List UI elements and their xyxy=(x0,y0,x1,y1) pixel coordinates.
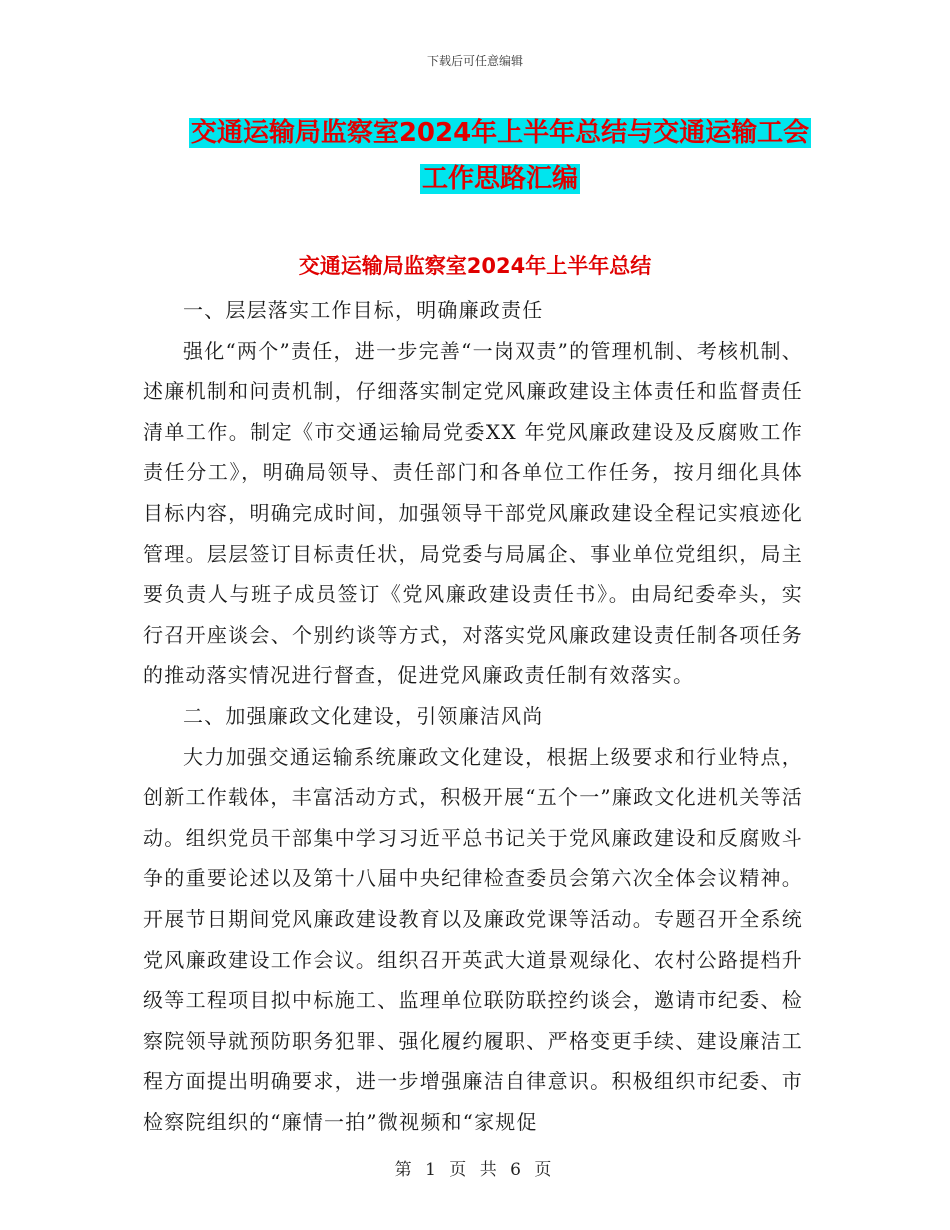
document-body xyxy=(143,290,803,1142)
paragraph-1: 强化“两个”责任，进一步完善“一岗双责”的管理机制、考核机制、述廉机制和问责机制，仔细落实制定党风廉政建设主体责任和监督责任清单工作。制定《市交通运输局党委XX 年党风廉政建设及反腐败工作责任分工》，明确局领导、责任部门和各单位工作任务，按月细化具体目标内容，明确完成时间，加强领导干部党风廉政建设全程记实痕迹化管理。层层签订目标责任状，局党委与局属企、事业单位党组织，局主要负责人与班子成员签订《党风廉政建设责任书》。由局纪委牵头，实行召开座谈会、个别约谈等方式，对落实党风廉政建设责任制各项任务的推动落实情况进行督查，促进党风廉政责任制有效落实。 xyxy=(143,338,803,688)
heading-2: 二、加强廉政文化建设，引领廉洁风尚 xyxy=(183,703,544,728)
header-note: 下载后可任意编辑 xyxy=(426,54,523,68)
document-title-line-1: 交通运输局监察室2024年上半年总结与交通运输工会 xyxy=(190,118,810,148)
document-title xyxy=(150,110,850,202)
page-footer: 第 1 页 共 6 页 xyxy=(394,1160,556,1180)
paragraph-2: 大力加强交通运输系统廉政文化建设，根据上级要求和行业特点，创新工作载体，丰富活动方式，积极开展“五个一”廉政文化进机关等活动。组织党员干部集中学习习近平总书记关于党风廉政建设和反腐败斗争的重要论述以及第十八届中央纪律检查委员会第六次全体会议精神。开展节日期间党风廉政建设教育以及廉政党课等活动。专题召开全系统党风廉政建设工作会议。组织召开英武大道景观绿化、农村公路提档升级等工程项目拟中标施工、监理单位联防联控约谈会，邀请市纪委、检察院领导就预防职务犯罪、强化履约履职、严格变更手续、建设廉洁工程方面提出明确要求，进一步增强廉洁自律意识。积极组织市纪委、市检察院组织的“廉情一拍”微视频和“家规促 xyxy=(143,744,803,1134)
section-title: 交通运输局监察室2024年上半年总结 xyxy=(298,254,652,278)
document-title-line-2: 工作思路汇编 xyxy=(421,164,578,194)
heading-1: 一、层层落实工作目标，明确廉政责任 xyxy=(183,298,544,322)
